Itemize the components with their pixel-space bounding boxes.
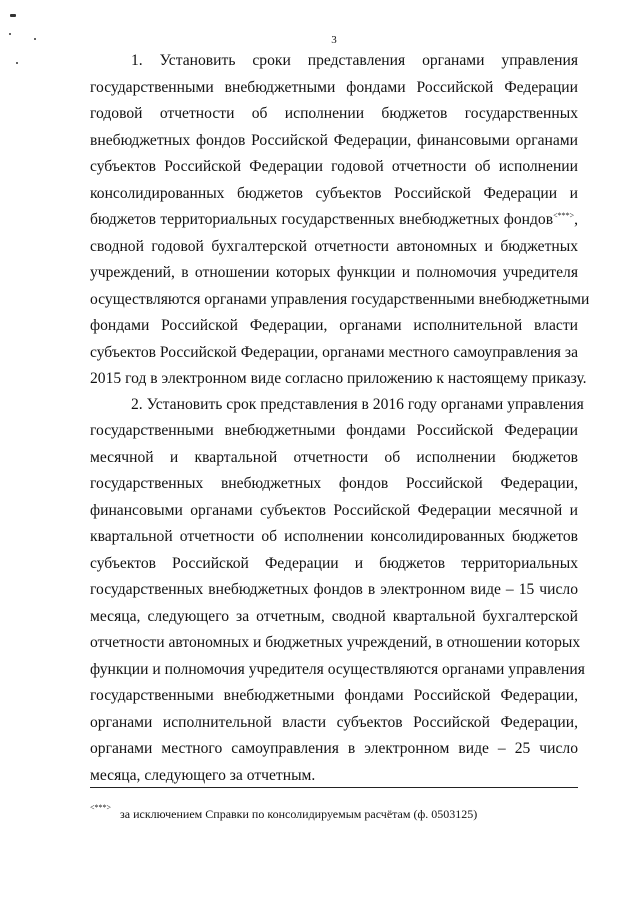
text-line: субъектов Российской Федерации и бюджетов территориальных <box>90 555 578 572</box>
text-line: отчетности автономных и бюджетных учреждений, в отношении которых <box>90 634 581 651</box>
text-line: 2. Установить срок представления в 2016 году органами управления <box>131 396 584 413</box>
text-line: государственных внебюджетных фондов в электронном виде – 15 число <box>90 581 578 598</box>
text-line: государственными внебюджетными фондами Российской Федерации <box>90 422 578 439</box>
text-line: месяца, следующего за отчетным. <box>90 767 316 784</box>
text-segment: , <box>574 211 578 228</box>
footnote-reference: <***> <box>553 210 575 220</box>
text-line: органами исполнительной власти субъектов Российской Федерации, <box>90 714 578 731</box>
text-line: субъектов Российской Федерации, органами местного самоуправления за <box>90 344 578 361</box>
footnote-mark: <***> <box>90 803 112 812</box>
footnote-divider <box>90 787 578 788</box>
text-line: месяца, следующего за отчетным, сводной квартальной бухгалтерской <box>90 608 578 625</box>
text-line: органами местного самоуправления в электронном виде – 25 число <box>90 740 578 757</box>
text-line: 2015 год в электронном виде согласно приложению к настоящему приказу. <box>90 370 587 387</box>
text-segment: бюджетов территориальных государственных внебюджетных фондов <box>90 211 554 228</box>
text-line: внебюджетных фондов Российской Федерации, финансовыми органами <box>90 132 578 149</box>
text-line: квартальной отчетности об исполнении консолидированных бюджетов <box>90 528 578 545</box>
text-line: 1. Установить сроки представления органами управления <box>131 52 578 69</box>
text-line-with-footnote <box>90 211 578 229</box>
text-line: годовой отчетности об исполнении бюджетов государственных <box>90 105 578 122</box>
page-number: 3 <box>331 34 337 46</box>
text-line: финансовыми органами субъектов Российской Федерации месячной и <box>90 502 578 519</box>
footnote-text: за исключением Справки по консолидируемым расчётам (ф. 0503125) <box>120 807 478 821</box>
text-line: субъектов Российской Федерации годовой отчетности об исполнении <box>90 158 578 175</box>
text-line: функции и полномочия учредителя осуществляются органами управления <box>90 661 585 678</box>
text-line: сводной годовой бухгалтерской отчетности автономных и бюджетных <box>90 238 578 255</box>
scan-speck <box>16 62 18 64</box>
text-line: фондами Российской Федерации, органами исполнительной власти <box>90 317 578 334</box>
text-line: месячной и квартальной отчетности об исполнении бюджетов <box>90 449 578 466</box>
text-line: государственных внебюджетных фондов Российской Федерации, <box>90 475 578 492</box>
text-line: государственными внебюджетными фондами Российской Федерации, <box>90 687 578 704</box>
text-line: консолидированных бюджетов субъектов Российской Федерации и <box>90 185 578 202</box>
text-line: осуществляются органами управления государственными внебюджетными <box>90 291 590 308</box>
text-line: государственными внебюджетными фондами Российской Федерации <box>90 79 578 96</box>
scan-speck <box>10 14 16 17</box>
text-line: учреждений, в отношении которых функции и полномочия учредителя <box>90 264 578 281</box>
